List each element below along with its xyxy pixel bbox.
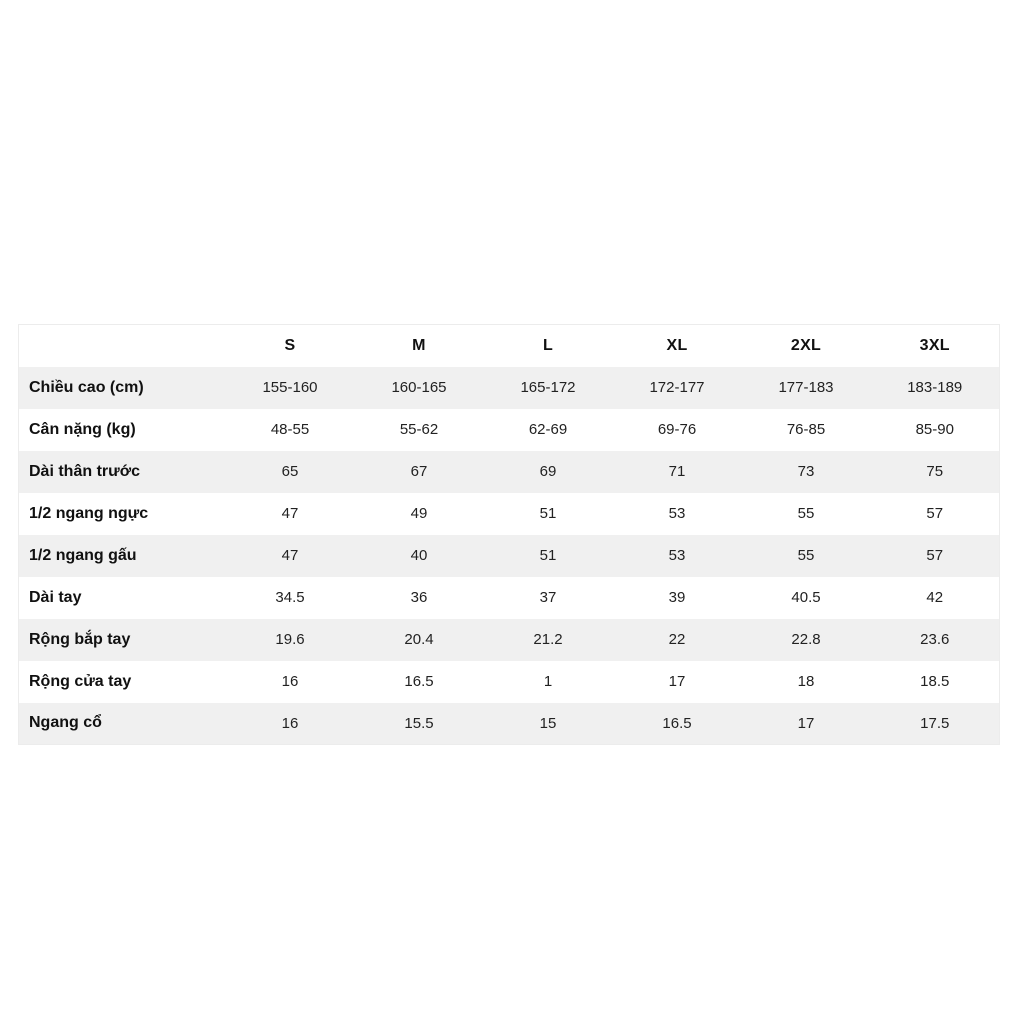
- table-cell: 155-160: [262, 379, 318, 396]
- table-cell: 20.4: [404, 631, 434, 648]
- table-row-front-length: [19, 451, 1000, 493]
- table-cell: 51: [539, 505, 557, 522]
- table-cell: 183-189: [907, 379, 963, 396]
- table-cell: 71: [668, 463, 686, 480]
- table-cell: 15.5: [404, 714, 434, 732]
- table-cell: 40: [410, 547, 428, 564]
- row-label: 1/2 ngang gấu: [29, 546, 137, 564]
- table-cell: 165-172: [520, 379, 576, 396]
- row-label: Rộng bắp tay: [29, 630, 131, 648]
- table-cell: 1: [543, 673, 553, 690]
- table-cell: 37: [539, 589, 557, 606]
- table-cell: 47: [281, 505, 299, 522]
- table-cell: 55: [797, 547, 815, 564]
- table-row-half-chest: [19, 493, 1000, 535]
- table-row-bicep-width: [19, 619, 1000, 661]
- size-header-2xl: 2XL: [742, 325, 871, 367]
- table-cell: 36: [410, 589, 428, 606]
- table-cell: 65: [281, 463, 299, 480]
- table-cell: 16: [281, 673, 299, 690]
- table-cell: 16: [281, 714, 299, 732]
- size-header-s: S: [226, 325, 355, 367]
- table-cell: 17: [668, 673, 686, 690]
- table-cell: 62-69: [528, 421, 568, 438]
- table-cell: 85-90: [915, 421, 954, 438]
- row-label: Ngang cổ: [29, 714, 102, 732]
- table-cell: 22: [668, 631, 686, 648]
- table-cell: 39: [668, 589, 686, 606]
- table-cell: 21.2: [533, 631, 563, 648]
- table-cell: 17.5: [920, 714, 950, 732]
- table-cell: 18: [797, 673, 815, 690]
- size-header-3xl: 3XL: [871, 325, 1000, 367]
- table-cell: 69-76: [657, 421, 697, 438]
- table-cell: 17: [797, 714, 815, 732]
- row-label: Dài tay: [29, 588, 82, 606]
- table-cell: 53: [668, 505, 686, 522]
- row-label: Dài thân trước: [29, 462, 140, 480]
- table-row-half-hem: [19, 535, 1000, 577]
- table-cell: 51: [539, 547, 557, 564]
- table-cell: 55: [797, 505, 815, 522]
- table-cell: 23.6: [920, 631, 950, 648]
- table-row-weight: [19, 409, 1000, 451]
- table-cell: 15: [539, 714, 557, 732]
- table-cell: 53: [668, 547, 686, 564]
- table-cell: 19.6: [275, 631, 305, 648]
- table-cell: 57: [926, 505, 944, 522]
- size-header-xl: XL: [613, 325, 742, 367]
- table-cell: 67: [410, 463, 428, 480]
- table-cell: 48-55: [270, 421, 310, 438]
- table-cell: 172-177: [649, 379, 705, 396]
- table-row-neck-width: [19, 703, 1000, 745]
- size-chart-table: [18, 324, 1000, 745]
- table-cell: 16.5: [662, 714, 692, 732]
- size-header-row: [19, 325, 1000, 367]
- table-cell: 42: [926, 589, 944, 606]
- table-cell: 49: [410, 505, 428, 522]
- table-cell: 57: [926, 547, 944, 564]
- table-cell: 76-85: [786, 421, 826, 438]
- row-label: Cân nặng (kg): [29, 420, 136, 438]
- table-cell: 160-165: [391, 379, 447, 396]
- table-cell: 18.5: [920, 673, 950, 690]
- table-cell: 47: [281, 547, 299, 564]
- table-cell: 16.5: [404, 673, 434, 690]
- row-label: Rộng cửa tay: [29, 672, 132, 690]
- table-cell: 69: [539, 463, 557, 480]
- row-label: 1/2 ngang ngực: [29, 504, 149, 522]
- table-cell: 34.5: [275, 589, 305, 606]
- size-header-m: M: [355, 325, 484, 367]
- header-corner-cell: [19, 325, 226, 367]
- table-row-height: [19, 367, 1000, 409]
- table-row-cuff-width: [19, 661, 1000, 703]
- table-row-sleeve-length: [19, 577, 1000, 619]
- size-header-l: L: [484, 325, 613, 367]
- table-cell: 75: [926, 463, 944, 480]
- table-cell: 55-62: [399, 421, 439, 438]
- table-cell: 22.8: [791, 631, 821, 648]
- table-cell: 40.5: [791, 589, 821, 606]
- table-cell: 73: [797, 463, 815, 480]
- row-label: Chiều cao (cm): [29, 378, 144, 396]
- table-cell: 177-183: [778, 379, 834, 396]
